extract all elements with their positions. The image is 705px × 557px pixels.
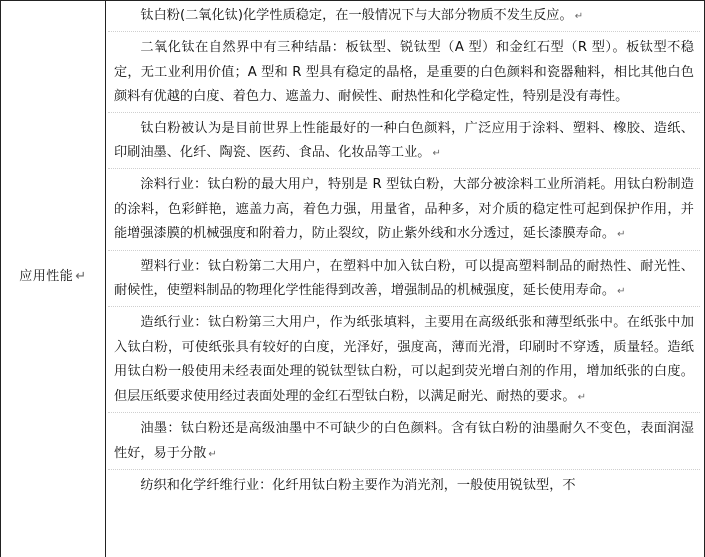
paragraph-applications: 钛白粉被认为是目前世界上性能最好的一种白色颜料，广泛应用于涂料、塑料、橡胶、造纸、印刷油墨、化纤、陶瓷、医药、食品、化妆品等工业。 ↵ [108,112,700,169]
paragraph-ink: 油墨：钛白粉还是高级油墨中不可缺少的白色颜料。含有钛白粉的油墨耐久不变色，表面润湿性好，易于分散 ↵ [108,412,700,469]
paragraph-plastics: 塑料行业：钛白粉第二大用户，在塑料中加入钛白粉，可以提高塑料制品的耐热性、耐光性、耐候性，使塑料制品的物理化学性能得到改善，增强制品的机械强度，延长使用寿命。 ↵ [108,250,700,307]
paragraph-textiles: 纺织和化学纤维行业：化纤用钛白粉主要作为消光剂，一般使用锐钛型，不 [108,469,700,500]
paragraph-intro: 钛白粉(二氧化钛)化学性质稳定，在一般情况下与大部分物质不发生反应。 ↵ [140,8,584,23]
paragraph-paper: 造纸行业：钛白粉第三大用户，作为纸张填料，主要用在高级纸张和薄型纸张中。在纸张中加入钛白粉，可使纸张具有较好的白度，光泽好，强度高，薄而光滑，印刷时不穿透，质量轻。造纸用钛白粉一般使用未经表面处理的锐钛型钛白粉，可以起到荧光增白剂的作用，增加纸张的白度。但层压纸要求使用经过表面处理的金红石型钛白粉，以满足耐光、耐热的要求。 ↵ [108,306,700,412]
row-label-cell [1,0,105,557]
row-label: 应用性能 ↵ [19,269,87,284]
content-cell [108,0,700,500]
column-divider [105,0,106,557]
paragraph-coatings: 涂料行业：钛白粉的最大用户，特别是 R 型钛白粉，大部分被涂料工业所消耗。用钛白粉制造的涂料，色彩鲜艳，遮盖力高，着色力强，用量省，品种多，对介质的稳定性可起到保护作用，并能增强漆膜的机械强度和附着力，防止裂纹，防止紫外线和水分透过，延长漆膜寿命。 ↵ [108,168,700,249]
paragraph-crystal-forms: 二氧化钛在自然界中有三种结晶：板钛型、锐钛型（A 型）和金红石型（R 型）。板钛型不稳定，无工业利用价值；A 型和 R 型具有稳定的晶格，是重要的白色颜料和瓷器釉料，相比其他白色颜料有优越的白度、着色力、遮盖力、耐候性、耐热性和化学稳定性，特别是没有毒性。 [108,31,700,111]
